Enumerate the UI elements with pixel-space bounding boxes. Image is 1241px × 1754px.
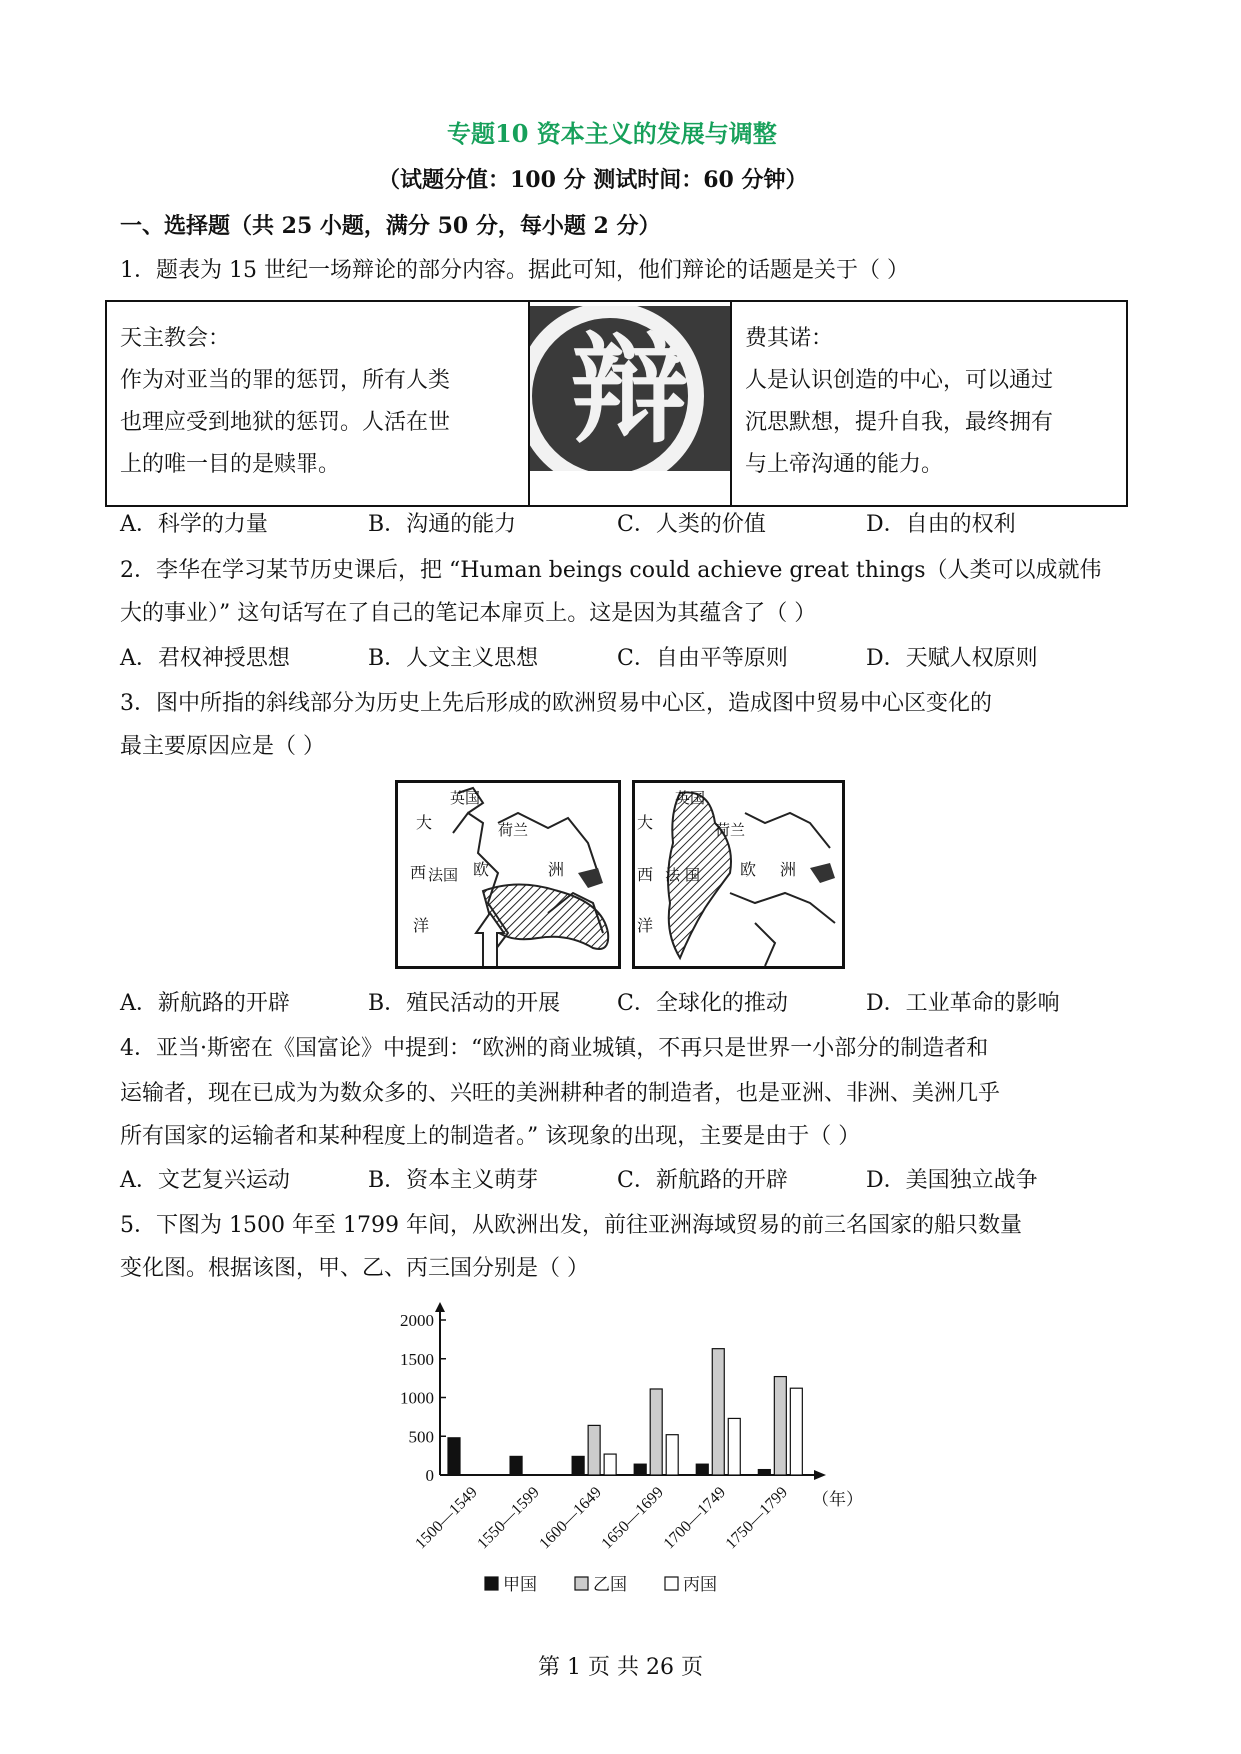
legend-label: 丙国 <box>683 1575 717 1595</box>
q3-option-b[interactable]: B．殖民活动的开展 <box>368 991 561 1016</box>
map2-label: 洋 <box>637 916 654 935</box>
map1-label: 荷兰 <box>498 821 529 839</box>
map1-label: 法国 <box>428 866 459 884</box>
y-tick-label: 0 <box>425 1466 434 1485</box>
q1-right-line: 与上帝沟通的能力。 <box>745 452 944 477</box>
q1-right-line: 人是认识创造的中心，可以通过 <box>745 368 1054 393</box>
ships-bar-chart <box>380 1300 860 1610</box>
x-axis-arrow <box>814 1470 826 1480</box>
debate-emblem-image <box>530 306 730 471</box>
map2-label: 法 <box>665 866 681 884</box>
q2-option-c[interactable]: C．自由平等原则 <box>617 646 788 671</box>
q3-option-c[interactable]: C．全球化的推动 <box>617 991 788 1016</box>
x-tick-label: 1500—1549 <box>412 1483 481 1553</box>
bar-甲国 <box>634 1464 646 1475</box>
q1-debate-table <box>105 300 1128 507</box>
map2-label: 西 <box>637 865 654 884</box>
q1-option-d[interactable]: D．自由的权利 <box>866 512 1016 537</box>
q1-option-a[interactable]: A．科学的力量 <box>120 512 268 537</box>
q1-left-cell <box>106 301 529 506</box>
map2-label: 英国 <box>675 789 706 807</box>
q3-stem-line1: 3．图中所指的斜线部分为历史上先后形成的欧洲贸易中心区，造成图中贸易中心区变化的 <box>120 691 993 716</box>
map2-label: 洲 <box>780 860 797 879</box>
q1-left-line: 作为对亚当的罪的惩罚，所有人类 <box>120 368 451 393</box>
q1-left-line: 上的唯一目的是赎罪。 <box>120 452 341 477</box>
bar-丙国 <box>728 1418 740 1475</box>
x-tick-label: 1550—1599 <box>474 1483 543 1553</box>
bar-甲国 <box>572 1456 584 1475</box>
bar-丙国 <box>790 1388 802 1475</box>
q4-option-c[interactable]: C．新航路的开辟 <box>617 1168 788 1193</box>
q1-left-speaker: 天主教会： <box>120 326 231 351</box>
x-axis-unit: （年） <box>812 1490 860 1510</box>
bar-甲国 <box>758 1470 770 1475</box>
map1-label: 洋 <box>413 916 430 935</box>
map2-label: 荷兰 <box>715 821 746 839</box>
bar-乙国 <box>588 1425 600 1475</box>
q2-stem-line2: 大的事业）” 这句话写在了自己的笔记本扉页上。这是因为其蕴含了（ ） <box>120 601 817 626</box>
x-tick-label: 1700—1749 <box>660 1483 730 1553</box>
y-axis-arrow <box>435 1302 445 1312</box>
bar-甲国 <box>510 1456 522 1475</box>
map1-label: 英国 <box>450 789 481 807</box>
europe-map-1 <box>395 780 621 969</box>
q2-option-b[interactable]: B．人文主义思想 <box>368 646 539 671</box>
y-tick-label: 1500 <box>400 1349 434 1369</box>
section-heading: 一、选择题（共 25 小题，满分 50 分，每小题 2 分） <box>120 213 661 239</box>
q3-option-a[interactable]: A．新航路的开辟 <box>120 991 290 1016</box>
q2-option-a[interactable]: A．君权神授思想 <box>120 646 290 671</box>
q3-stem-line2: 最主要原因应是（ ） <box>120 734 325 759</box>
x-tick-label: 1600—1649 <box>536 1483 605 1553</box>
doc-title: 专题10 资本主义的发展与调整 <box>447 119 777 148</box>
map2-label: 欧 <box>740 860 757 879</box>
q4-option-a[interactable]: A．文艺复兴运动 <box>120 1168 290 1193</box>
q1-image-cell <box>529 301 731 506</box>
bar-甲国 <box>448 1438 460 1475</box>
legend-label: 甲国 <box>503 1575 537 1595</box>
y-tick-label: 1000 <box>400 1388 434 1408</box>
map2-label: 大 <box>637 813 654 832</box>
y-tick-label: 2000 <box>400 1311 434 1330</box>
q4-stem-line2: 运输者，现在已成为为数众多的、兴旺的美洲耕种者的制造者，也是亚洲、非洲、美洲几乎 <box>120 1081 1001 1106</box>
bar-甲国 <box>696 1464 708 1475</box>
x-tick-label: 1750—1799 <box>722 1483 792 1553</box>
q5-stem-line2: 变化图。根据该图，甲、乙、丙三国分别是（ ） <box>120 1256 589 1281</box>
debate-glyph: 辩 <box>570 321 690 459</box>
page-footer: 第 1 页 共 26 页 <box>538 1655 703 1680</box>
q3-option-d[interactable]: D．工业革命的影响 <box>866 991 1060 1016</box>
bar-丙国 <box>666 1435 678 1475</box>
q4-option-b[interactable]: B．资本主义萌芽 <box>368 1168 539 1193</box>
legend-label: 乙国 <box>593 1575 627 1595</box>
q5-stem-line1: 5．下图为 1500 年至 1799 年间，从欧洲出发，前往亚洲海域贸易的前三名国家的船只数量 <box>120 1213 1022 1238</box>
bar-乙国 <box>712 1349 724 1475</box>
q4-option-d[interactable]: D．美国独立战争 <box>866 1168 1038 1193</box>
q1-right-cell <box>731 301 1127 506</box>
map1-label: 欧 <box>473 860 490 879</box>
q1-right-speaker: 费其诺： <box>745 326 834 351</box>
q1-stem: 1．题表为 15 世纪一场辩论的部分内容。据此可知，他们辩论的话题是关于（ ） <box>120 258 909 283</box>
q1-right-line: 沉思默想，提升自我，最终拥有 <box>745 410 1054 435</box>
legend-swatch <box>575 1577 588 1590</box>
europe-map-2 <box>632 780 845 969</box>
q4-stem-line3: 所有国家的运输者和某种程度上的制造者。” 该现象的出现，主要是由于（ ） <box>120 1124 861 1149</box>
bar-乙国 <box>650 1389 662 1475</box>
q1-option-c[interactable]: C．人类的价值 <box>617 512 766 537</box>
q2-option-d[interactable]: D．天赋人权原则 <box>866 646 1038 671</box>
x-tick-label: 1650—1699 <box>598 1483 668 1553</box>
y-tick-label: 500 <box>408 1427 434 1447</box>
legend-swatch <box>485 1577 498 1590</box>
map1-label: 西 <box>410 863 427 882</box>
doc-subtitle: （试题分值：100 分 测试时间：60 分钟） <box>378 167 808 193</box>
bar-乙国 <box>774 1377 786 1475</box>
map1-label: 洲 <box>548 860 565 879</box>
q4-stem-line1: 4．亚当·斯密在《国富论》中提到：“欧洲的商业城镇，不再只是世界一小部分的制造者和 <box>120 1036 989 1061</box>
bar-丙国 <box>604 1454 616 1475</box>
q1-left-line: 也理应受到地狱的惩罚。人活在世 <box>120 410 451 435</box>
legend-swatch <box>665 1577 678 1590</box>
q2-stem-line1: 2．李华在学习某节历史课后，把 “Human beings could achieve great things（人类可以成就伟 <box>120 558 1102 583</box>
map2-label: 国 <box>685 866 701 884</box>
map1-label: 大 <box>416 813 433 832</box>
q1-option-b[interactable]: B．沟通的能力 <box>368 512 517 537</box>
